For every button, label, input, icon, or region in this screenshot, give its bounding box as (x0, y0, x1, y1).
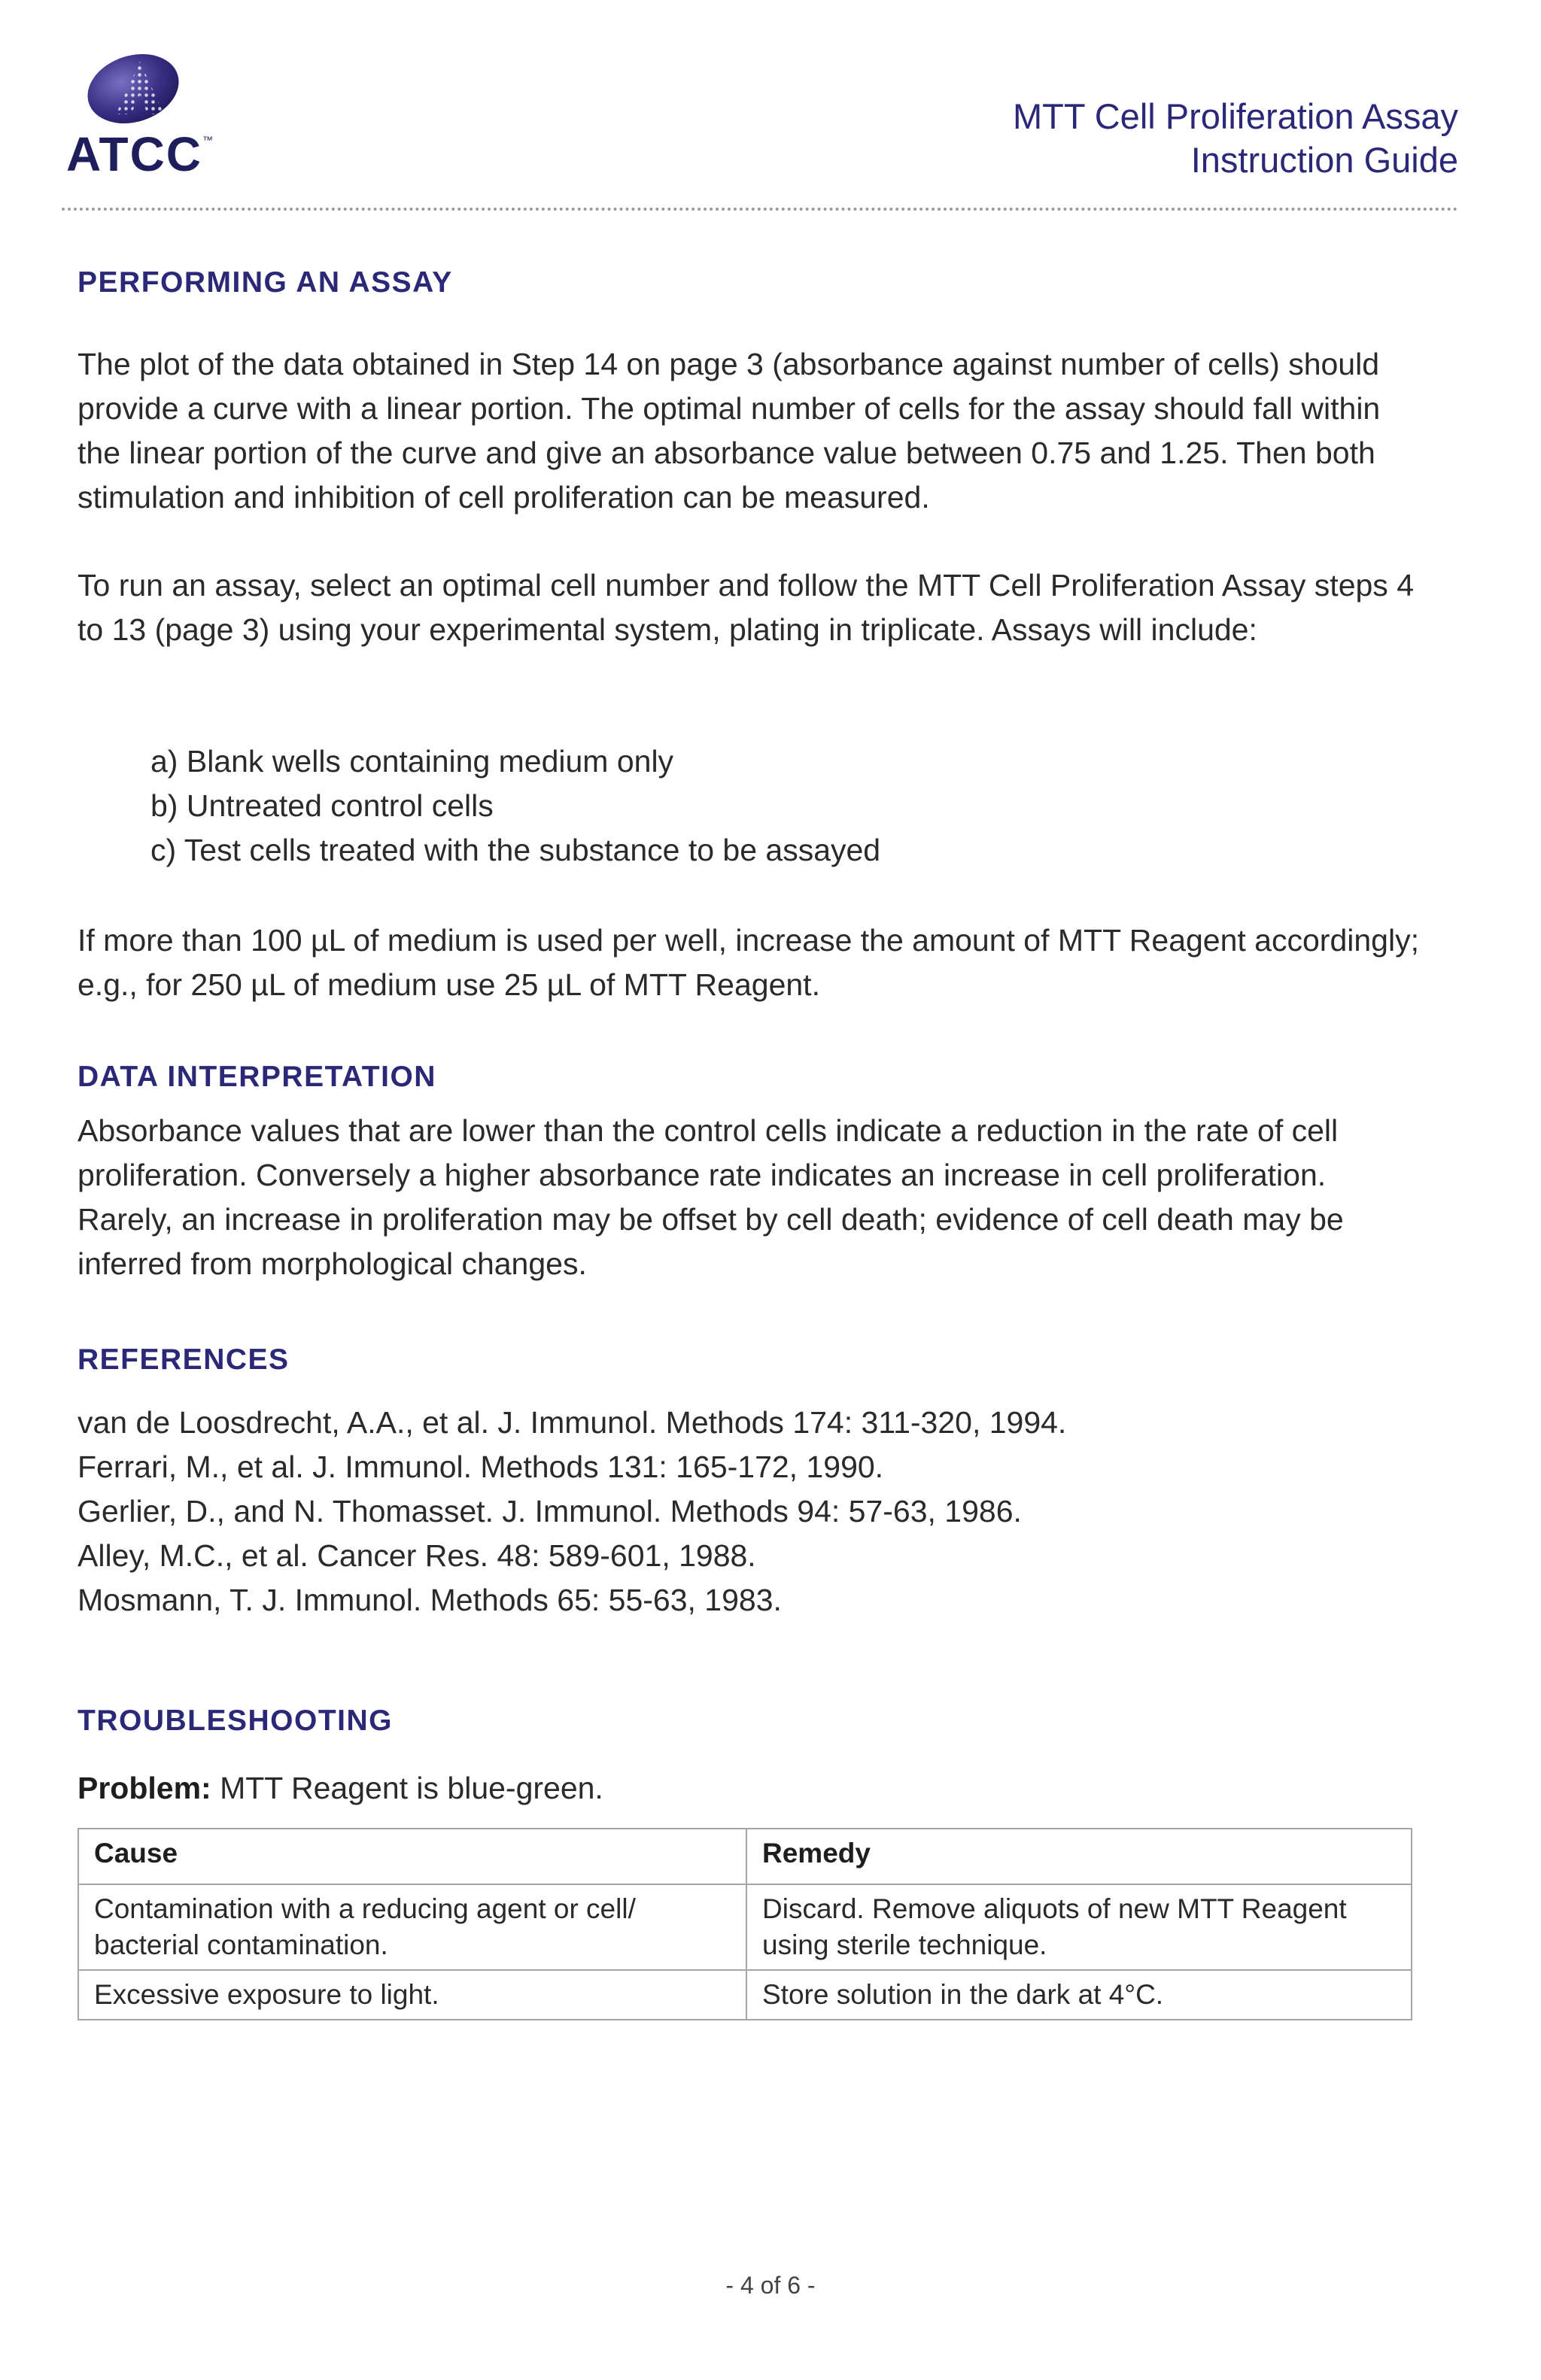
interpretation-paragraph: Absorbance values that are lower than the control cells indicate a reduction in the rate of cell proliferation. Conversely a higher absorbance rate indicates an increase in cell proliferation. Rarely, an increase in proliferation may be offset by cell death; evidence of cell death may be inferred from morphological changes. (78, 1113, 1344, 1281)
table-row (78, 1970, 1412, 2020)
title-line-1: MTT Cell Proliferation Assay (1012, 96, 1458, 136)
reference-item: Alley, M.C., et al. Cancer Res. 48: 589-601, 1988. (78, 1538, 756, 1573)
page-number: - 4 of 6 - (725, 2272, 816, 2299)
table-cell-remedy: Store solution in the dark at 4°C. (746, 1970, 1412, 2020)
column-header-cause: Cause (78, 1829, 746, 1884)
reference-item: Ferrari, M., et al. J. Immunol. Methods 131: 165-172, 1990. (78, 1450, 884, 1484)
problem-label: Problem: (78, 1771, 211, 1805)
performing-paragraph-1: The plot of the data obtained in Step 14 on page 3 (absorbance against number of cells) should provide a curve with a linear portion. The optimal number of cells for the assay should fall within the linear portion of the curve and give an absorbance value between 0.75 and 1.25. Then both stimulation and inhibition of cell proliferation can be measured. (78, 347, 1381, 515)
document-title (1013, 95, 1458, 182)
list-item: b) Untreated control cells (150, 788, 494, 823)
section-heading-references: REFERENCES (78, 1343, 290, 1376)
reference-item: Gerlier, D., and N. Thomasset. J. Immunol. Methods 94: 57-63, 1986. (78, 1494, 1022, 1528)
header-divider (62, 208, 1458, 211)
table-cell-cause: Contamination with a reducing agent or cell/ bacterial contamination. (78, 1884, 746, 1970)
problem-statement (78, 1771, 603, 1806)
title-line-2: Instruction Guide (1190, 140, 1458, 180)
table-row (78, 1884, 1412, 1970)
table-header-row (78, 1829, 1412, 1884)
atcc-logo-text: ATCC™ (66, 127, 214, 181)
references-list (78, 1401, 1066, 1623)
section-heading-performing: PERFORMING AN ASSAY (78, 266, 453, 299)
table-cell-cause: Excessive exposure to light. (78, 1970, 746, 2020)
section-heading-interpretation: DATA INTERPRETATION (78, 1061, 436, 1093)
performing-paragraph-2: To run an assay, select an optimal cell number and follow the MTT Cell Proliferation Assay steps 4 to 13 (page 3) using your experimental system, plating in triplicate. Assays will include: (78, 568, 1414, 647)
section-heading-troubleshooting: TROUBLESHOOTING (78, 1705, 393, 1737)
column-header-remedy: Remedy (746, 1829, 1412, 1884)
reference-item: van de Loosdrecht, A.A., et al. J. Immunol. Methods 174: 311-320, 1994. (78, 1405, 1067, 1440)
table-cell-remedy: Discard. Remove aliquots of new MTT Reagent using sterile technique. (746, 1884, 1412, 1970)
performing-paragraph-3: If more than 100 µL of medium is used per well, increase the amount of MTT Reagent accordingly; e.g., for 250 µL of medium use 25 µL of MTT Reagent. (78, 923, 1419, 1002)
list-item: a) Blank wells containing medium only (150, 744, 674, 779)
troubleshooting-table (78, 1828, 1412, 2020)
reference-item: Mosmann, T. J. Immunol. Methods 65: 55-63, 1983. (78, 1583, 782, 1617)
assay-list (150, 739, 880, 873)
problem-text: MTT Reagent is blue-green. (220, 1771, 603, 1805)
list-item: c) Test cells treated with the substance to be assayed (150, 833, 881, 867)
